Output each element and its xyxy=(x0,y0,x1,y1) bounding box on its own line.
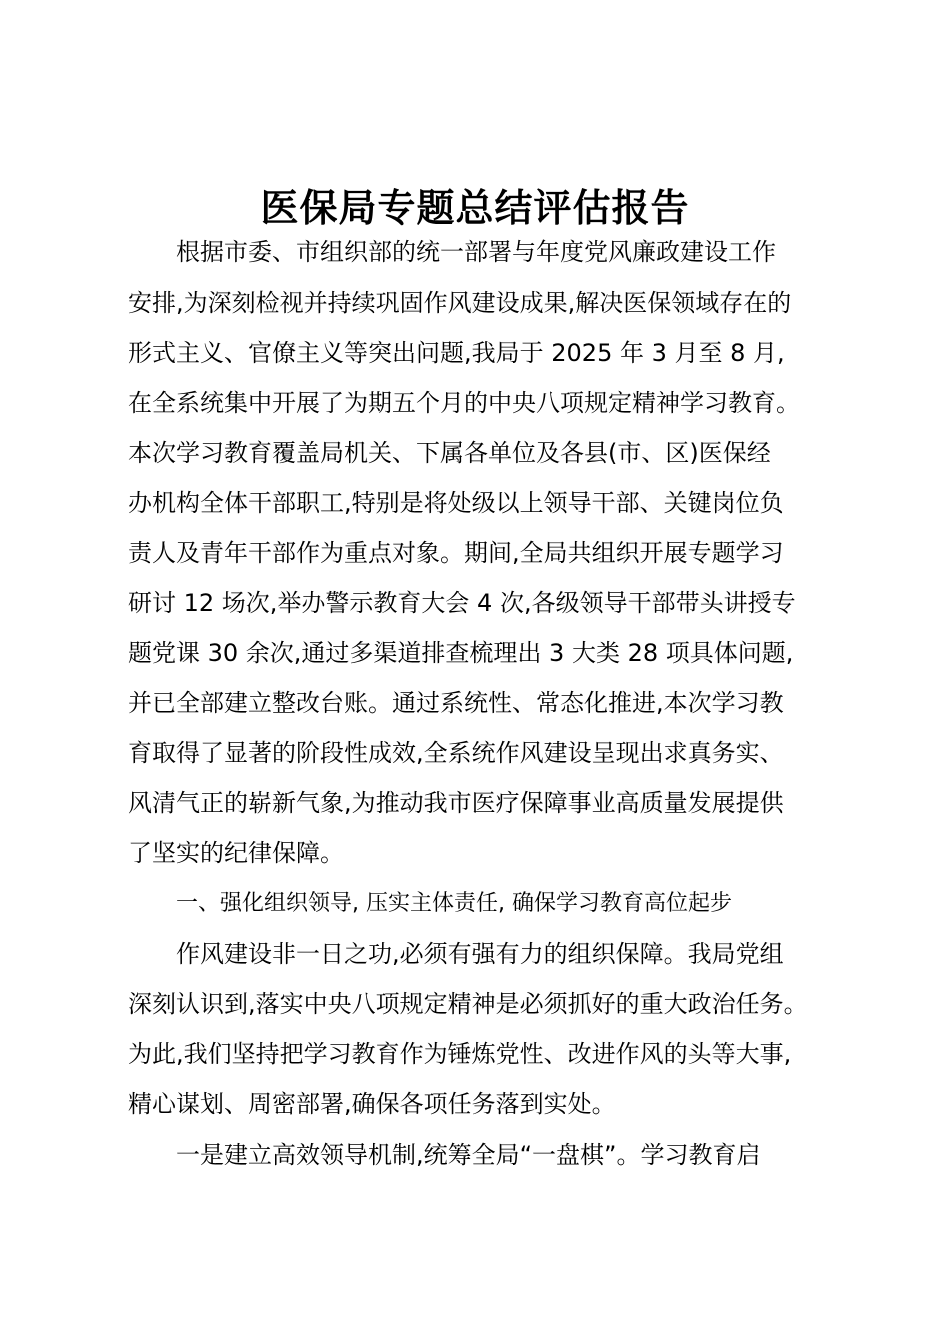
paragraph-line: 责人及青年干部作为重点对象。期间,全局共组织开展专题学习 xyxy=(128,539,784,567)
paragraph-line: 育取得了显著的阶段性成效,全系统作风建设呈现出求真务实、 xyxy=(128,739,784,767)
section-heading: 一、强化组织领导, 压实主体责任, 确保学习教育高位起步 xyxy=(176,891,732,916)
paragraph-line: 风清气正的崭新气象,为推动我市医疗保障事业高质量发展提供 xyxy=(128,789,784,817)
paragraph-line: 深刻认识到,落实中央八项规定精神是必须抓好的重大政治任务。 xyxy=(128,990,808,1018)
paragraph-line: 本次学习教育覆盖局机关、下属各单位及各县(市、区)医保经 xyxy=(128,439,771,467)
paragraph-line: 了坚实的纪律保障。 xyxy=(128,839,344,867)
document-title: 医保局专题总结评估报告 xyxy=(260,186,690,230)
paragraph-line: 一是建立高效领导机制,统筹全局“一盘棋”。学习教育启 xyxy=(176,1141,761,1169)
paragraph-line: 为此,我们坚持把学习教育作为锤炼党性、改进作风的头等大事, xyxy=(128,1040,792,1068)
paragraph-line: 精心谋划、周密部署,确保各项任务落到实处。 xyxy=(128,1090,616,1118)
paragraph-line: 形式主义、官僚主义等突出问题,我局于 2025 年 3 月至 8 月, xyxy=(128,339,785,367)
paragraph-line: 并已全部建立整改台账。通过系统性、常态化推进,本次学习教 xyxy=(128,689,784,717)
paragraph-line: 安排,为深刻检视并持续巩固作风建设成果,解决医保领域存在的 xyxy=(128,289,792,317)
paragraph-line: 办机构全体干部职工,特别是将处级以上领导干部、关键岗位负 xyxy=(128,489,784,517)
paragraph-line: 根据市委、市组织部的统一部署与年度党风廉政建设工作 xyxy=(176,238,776,266)
paragraph-line: 题党课 30 余次,通过多渠道排查梳理出 3 大类 28 项具体问题, xyxy=(128,639,794,667)
paragraph-line: 作风建设非一日之功,必须有强有力的组织保障。我局党组 xyxy=(176,940,784,968)
paragraph-line: 在全系统集中开展了为期五个月的中央八项规定精神学习教育。 xyxy=(128,389,800,417)
paragraph-line: 研讨 12 场次,举办警示教育大会 4 次,各级领导干部带头讲授专 xyxy=(128,589,796,617)
